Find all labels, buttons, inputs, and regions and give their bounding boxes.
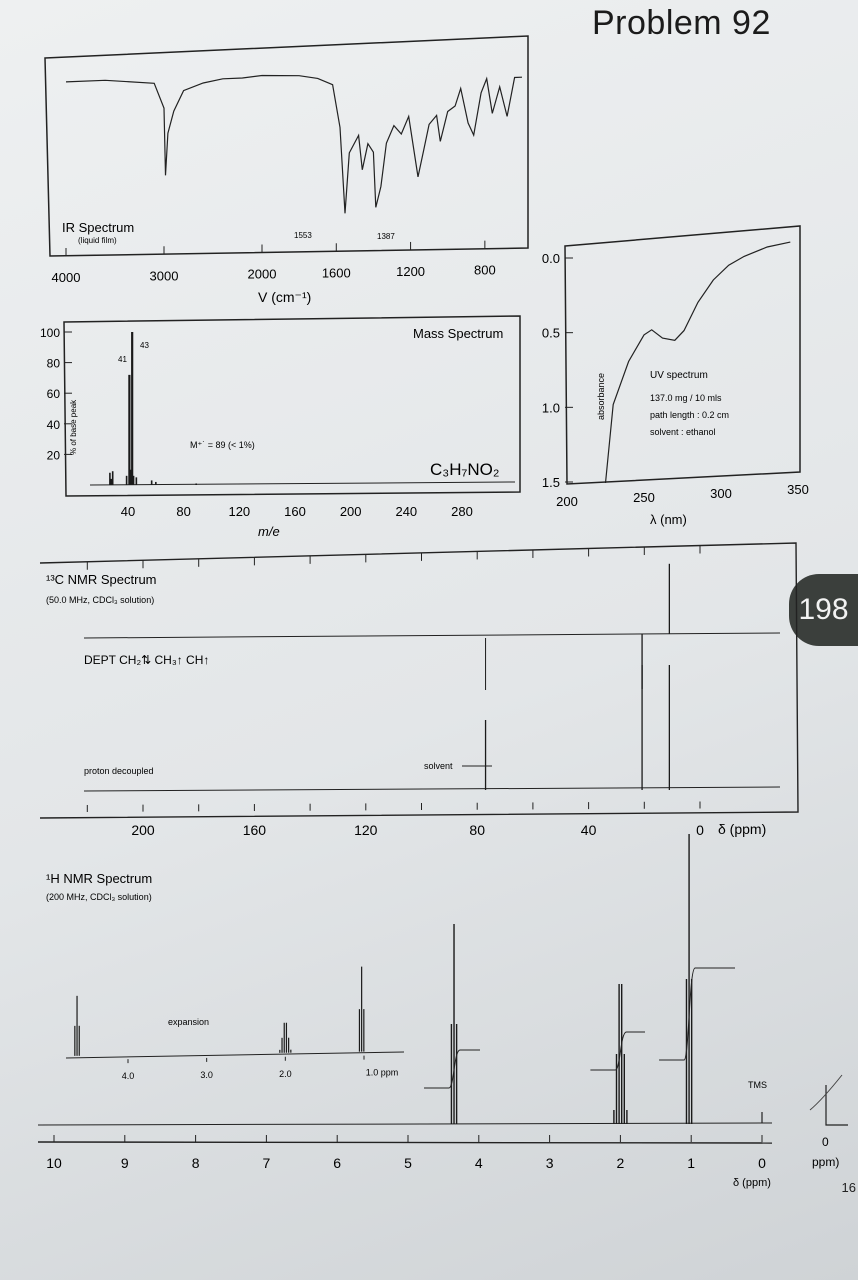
c13-x-tick-label: 80 bbox=[469, 822, 485, 838]
ir-peak-label-1553: 1553 bbox=[294, 231, 312, 240]
expansion-axis bbox=[122, 1056, 399, 1081]
mass-baseline bbox=[90, 482, 515, 485]
uv-x-axis bbox=[556, 482, 809, 509]
mass-x-tick-label: 280 bbox=[451, 504, 473, 519]
ir-title: IR Spectrum bbox=[62, 220, 135, 235]
ir-x-label: V (cm⁻¹) bbox=[258, 289, 312, 305]
h1-x-tick-label: 6 bbox=[333, 1155, 342, 1171]
ir-x-axis bbox=[52, 241, 496, 285]
expansion-tick-label: 1.0 ppm bbox=[365, 1067, 399, 1078]
mass-x-tick-label: 240 bbox=[395, 504, 418, 519]
mass-molecular-ion: M⁺˙ = 89 (< 1%) bbox=[190, 440, 255, 450]
h1-panel bbox=[38, 834, 848, 1189]
ir-panel bbox=[45, 36, 528, 305]
mass-peak-label-41: 41 bbox=[118, 355, 127, 364]
ir-trace bbox=[66, 76, 522, 214]
h1-expansion-inset bbox=[66, 967, 404, 1081]
mass-x-tick-label: 40 bbox=[120, 504, 136, 519]
h1-integral bbox=[590, 1032, 645, 1070]
mass-y-label: % of base peak bbox=[69, 399, 78, 455]
h1-x-axis bbox=[46, 1135, 766, 1171]
uv-y-tick-label: 1.5 bbox=[541, 475, 560, 490]
expansion-tick-label: 3.0 bbox=[200, 1069, 213, 1080]
mass-y-axis bbox=[40, 326, 72, 462]
h1-x-tick-label: 1 bbox=[687, 1155, 696, 1171]
c13-x-tick-label: 0 bbox=[696, 822, 704, 838]
mass-peak-label-43: 43 bbox=[140, 341, 149, 350]
dept-label: DEPT CH₂⇅ CH₃↑ CH↑ bbox=[84, 653, 210, 667]
uv-y-label: absorbance bbox=[596, 372, 606, 420]
ir-x-tick-label: 4000 bbox=[51, 270, 81, 285]
h1-x-tick-label: 4 bbox=[474, 1155, 483, 1171]
mass-y-tick-label: 40 bbox=[46, 417, 60, 432]
mass-x-tick-label: 200 bbox=[339, 504, 362, 519]
h1-x-tick-label: 7 bbox=[262, 1155, 271, 1171]
h1-signal-baseline bbox=[38, 1123, 772, 1125]
uv-note-concentration: 137.0 mg / 10 mls bbox=[650, 393, 722, 403]
c13-panel bbox=[40, 543, 798, 838]
ir-x-tick-label: 3000 bbox=[149, 268, 179, 284]
c13-solvent-label: solvent bbox=[424, 761, 453, 771]
uv-note-path-length: path length : 0.2 cm bbox=[650, 410, 730, 420]
dept-baseline bbox=[84, 633, 780, 638]
c13-baseline bbox=[84, 787, 780, 791]
uv-trace bbox=[606, 242, 791, 483]
page-number-tab: 198 bbox=[789, 574, 858, 646]
mass-y-tick-label: 80 bbox=[46, 356, 60, 371]
c13-x-tick-label: 120 bbox=[354, 822, 378, 838]
mass-y-tick-label: 100 bbox=[39, 326, 60, 340]
h1-subtitle: (200 MHz, CDCl₃ solution) bbox=[46, 892, 152, 902]
h1-x-label: δ (ppm) bbox=[733, 1177, 771, 1189]
h1-title: ¹H NMR Spectrum bbox=[46, 871, 153, 886]
uv-y-tick-label: 0.0 bbox=[541, 251, 560, 266]
problem-title: Problem 92 bbox=[592, 4, 771, 42]
h1-x-tick-label: 3 bbox=[545, 1155, 554, 1171]
uv-title: UV spectrum bbox=[650, 370, 708, 381]
tms-label: TMS bbox=[748, 1080, 767, 1090]
mass-x-tick-label: 80 bbox=[176, 504, 191, 519]
c13-x-tick-label: 200 bbox=[131, 822, 155, 838]
uv-y-tick-label: 0.5 bbox=[541, 325, 560, 341]
uv-x-tick-label: 200 bbox=[556, 494, 578, 509]
c13-x-tick-label: 40 bbox=[580, 822, 597, 838]
uv-x-tick-label: 250 bbox=[633, 490, 655, 505]
mass-panel bbox=[40, 316, 520, 539]
side-tick-zero: 0 bbox=[822, 1135, 829, 1149]
expansion-tick-label: 4.0 bbox=[121, 1071, 135, 1082]
h1-integral bbox=[659, 968, 735, 1060]
uv-note-solvent: solvent : ethanol bbox=[650, 427, 716, 437]
side-tick-unit: ppm) bbox=[812, 1155, 840, 1169]
uv-y-tick-label: 1.0 bbox=[541, 400, 560, 416]
c13-x-tick-label: 160 bbox=[242, 822, 267, 838]
uv-frame bbox=[565, 226, 800, 484]
expansion-baseline bbox=[66, 1052, 404, 1058]
h1-peaks bbox=[451, 834, 691, 1124]
uv-y-axis bbox=[542, 251, 573, 490]
corner-page-number: 16 bbox=[841, 1180, 856, 1195]
ir-peak-label-1387: 1387 bbox=[377, 232, 395, 241]
h1-integrals bbox=[424, 968, 735, 1088]
expansion-tick-label: 2.0 bbox=[279, 1068, 292, 1079]
mass-y-tick-label: 20 bbox=[46, 448, 60, 463]
h1-x-tick-label: 8 bbox=[191, 1155, 200, 1171]
mass-x-tick-label: 120 bbox=[228, 504, 251, 519]
h1-x-tick-label: 5 bbox=[404, 1155, 412, 1171]
ir-x-tick-label: 1200 bbox=[396, 263, 426, 279]
ir-x-tick-label: 2000 bbox=[247, 266, 277, 282]
uv-x-tick-label: 300 bbox=[710, 486, 732, 501]
uv-panel bbox=[542, 226, 809, 527]
ir-x-tick-label: 1600 bbox=[321, 265, 351, 281]
expansion-label: expansion bbox=[168, 1017, 210, 1027]
mass-x-tick-label: 160 bbox=[284, 504, 306, 519]
c13-x-label: δ (ppm) bbox=[718, 821, 767, 837]
h1-x-tick-label: 2 bbox=[616, 1155, 625, 1171]
mass-x-axis bbox=[121, 504, 473, 519]
c13-top-ticks bbox=[87, 546, 700, 570]
expansion-peaks bbox=[75, 967, 364, 1056]
uv-x-tick-label: 350 bbox=[787, 482, 809, 497]
uv-x-label: λ (nm) bbox=[650, 512, 687, 527]
c13-decoupled-label: proton decoupled bbox=[84, 766, 154, 776]
ir-x-tick-label: 800 bbox=[474, 262, 496, 278]
c13-subtitle: (50.0 MHz, CDCl₃ solution) bbox=[46, 595, 155, 605]
molecular-formula: C₃H₇NO₂ bbox=[430, 460, 500, 479]
ir-subtitle: (liquid film) bbox=[78, 236, 117, 245]
mass-y-tick-label: 60 bbox=[46, 387, 60, 402]
c13-x-axis bbox=[87, 801, 704, 838]
c13-title: ¹³C NMR Spectrum bbox=[46, 572, 157, 587]
mass-title: Mass Spectrum bbox=[413, 326, 504, 341]
h1-x-tick-label: 9 bbox=[120, 1155, 129, 1171]
h1-x-tick-label: 0 bbox=[758, 1155, 766, 1171]
c13-peaks bbox=[462, 564, 669, 790]
h1-x-tick-label: 10 bbox=[46, 1155, 62, 1171]
mass-x-label: m/e bbox=[258, 524, 280, 539]
h1-baseline bbox=[38, 1142, 772, 1143]
